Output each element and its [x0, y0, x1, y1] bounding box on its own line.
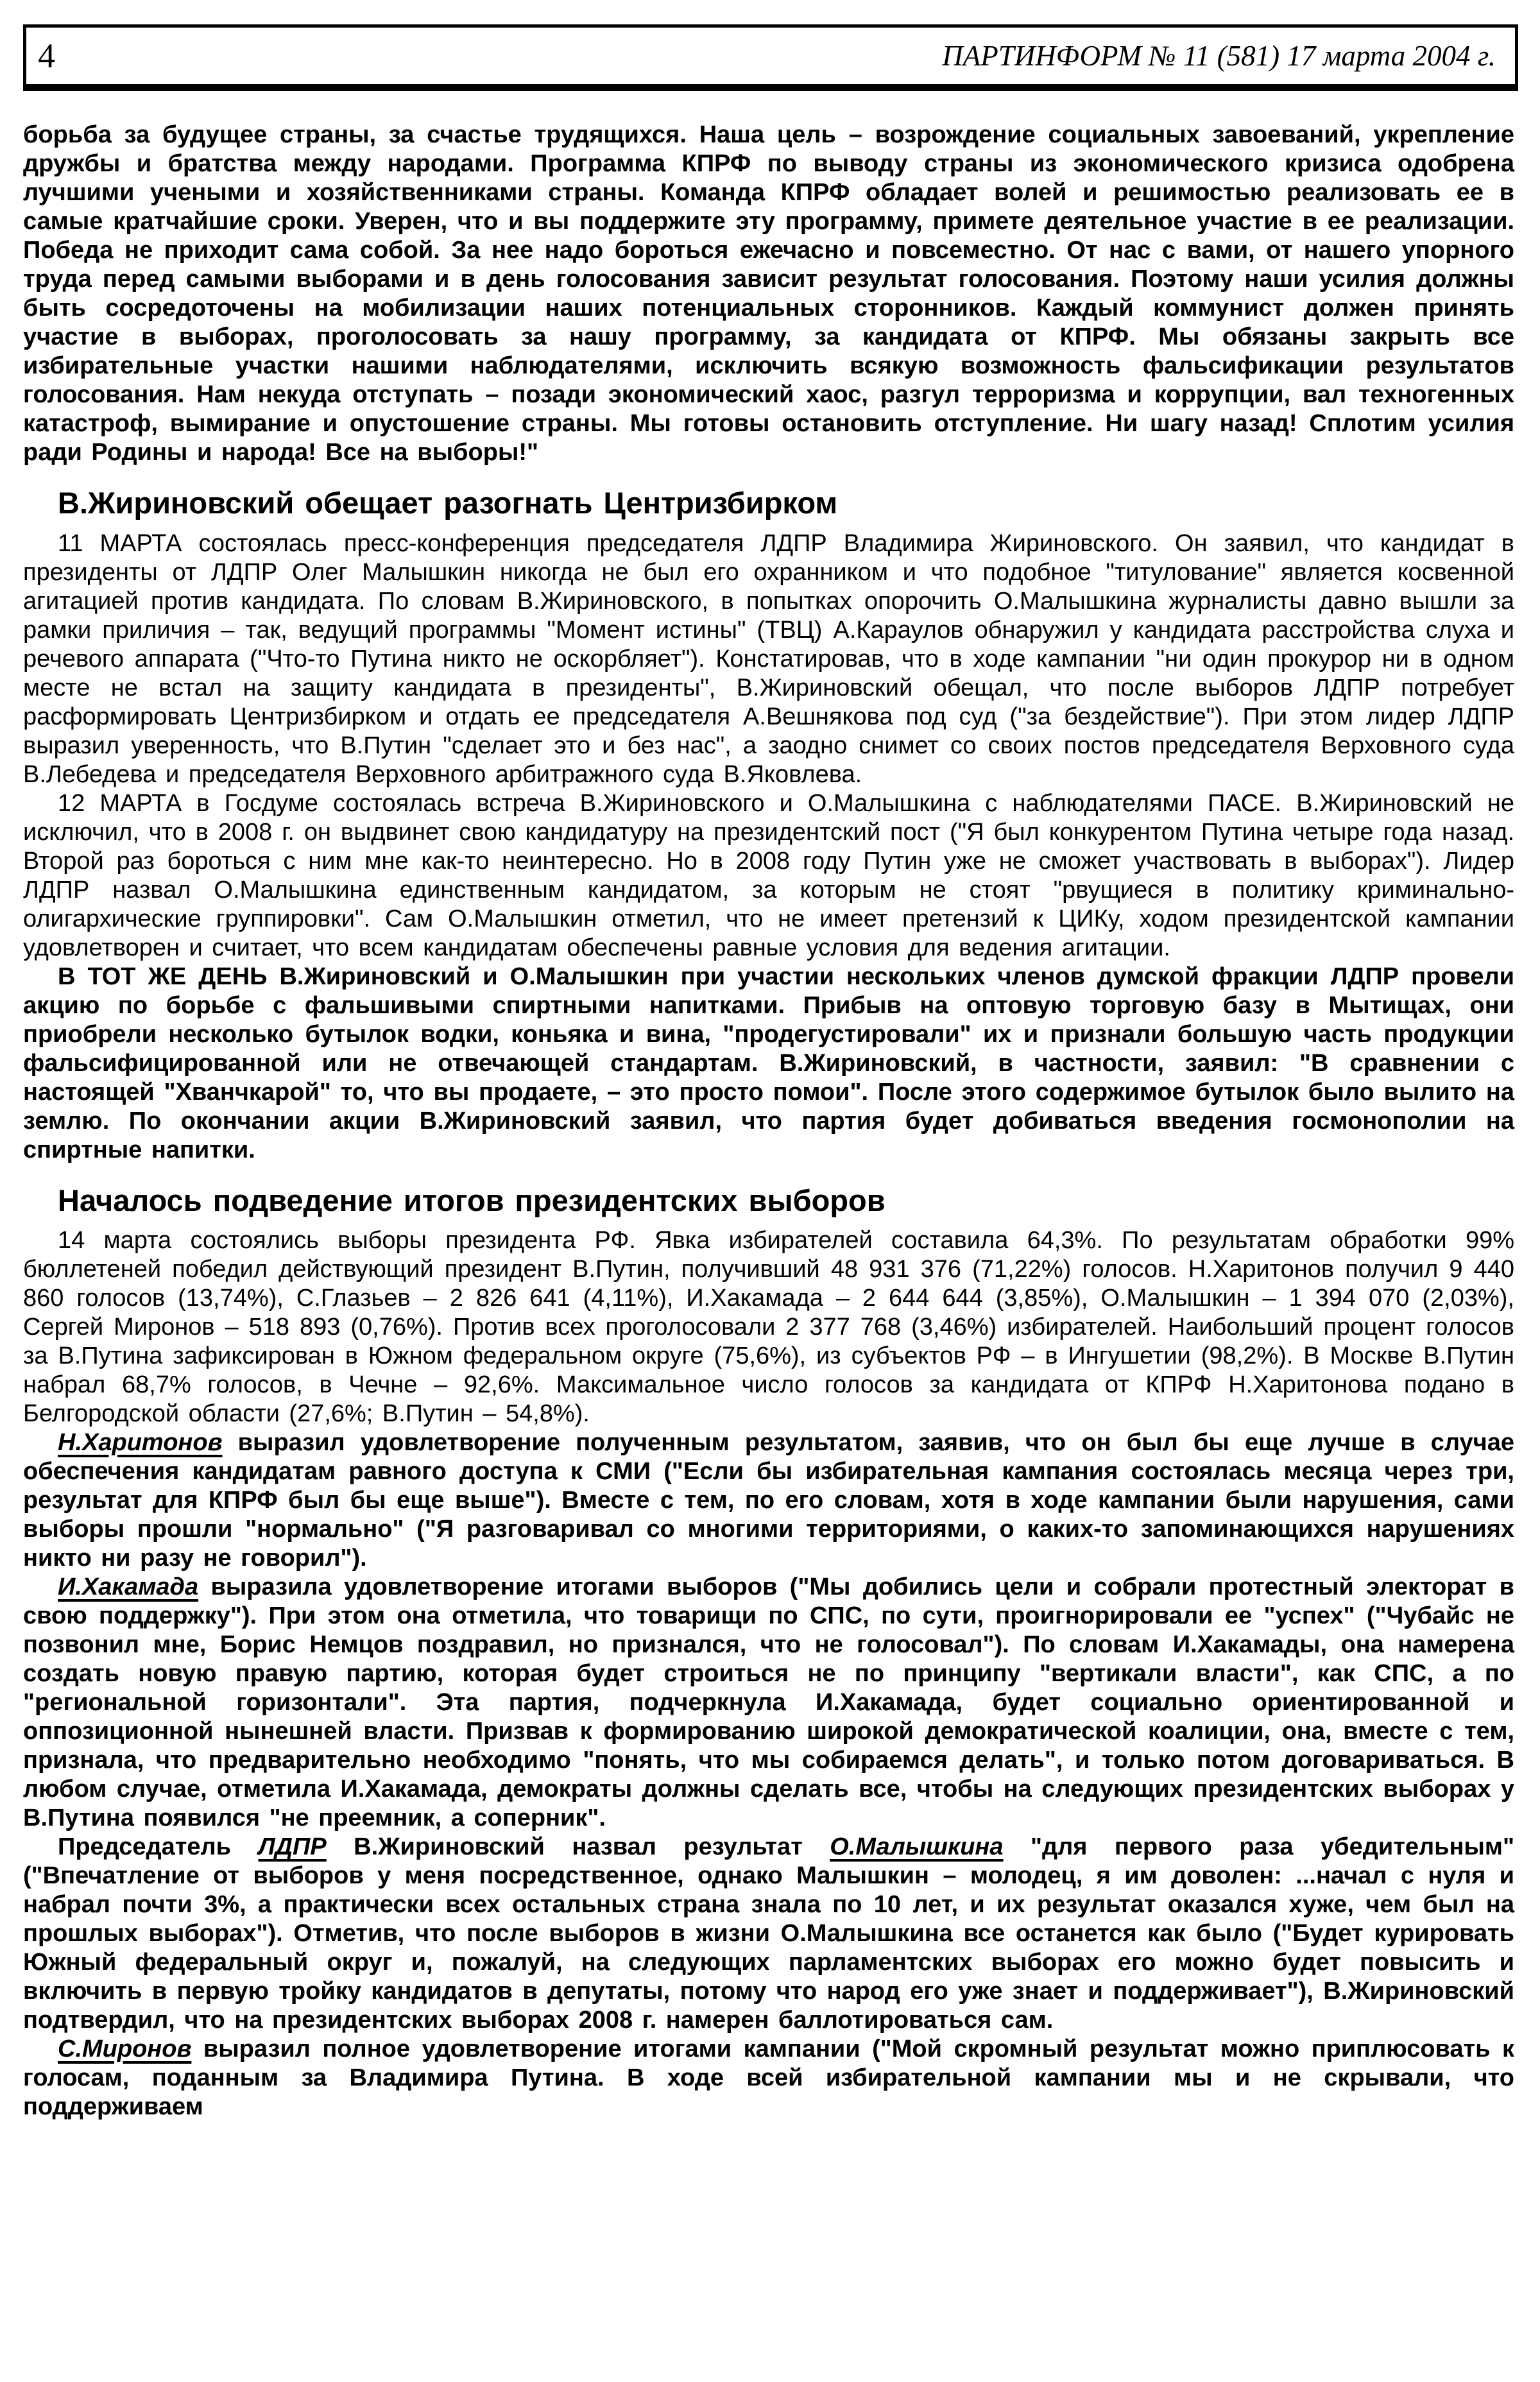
text-run: "для первого раза убедительным" ("Впечатление от выборов у меня посредственное, однако Малышкин – молодец, я им доволен: ...начал с нуля и набрал почти 3%, а практически всех остальных страна знала по 10 лет, и их результат оказался хуже, чем был на прошлых выборах"). Отметив, что после выборов в жизни О.Малышкина все останется как было ("Будет курировать Южный федеральный округ и, пожалуй, на следующих парламентских выборах его можно будет повысить и включить в первую тройку кандидатов в депутаты, потому что народ его уже знает и поддерживает"), В.Жириновский подтвердил, что на президентских выборах 2008 г. намерен баллотироваться сам.: [23, 1833, 1514, 2034]
issue-title: ПАРТИНФОРМ № 11 (581) 17 марта 2004 г.: [942, 39, 1496, 72]
paragraph: [23, 1573, 1514, 1833]
paragraph: [23, 1226, 1514, 1428]
article-heading: В.Жириновский обещает разогнать Центризбирком: [58, 486, 838, 520]
lead-name: Н.Харитонов: [58, 1429, 223, 1457]
text-run: 12 МАРТА в Госдуме состоялась встреча В.Жириновского и О.Малышкина с наблюдателями ПАСЕ. В.Жириновский не исключил, что в 2008 г. он выдвинет свою кандидатуру на президентский пост ("Я был конкурентом Путина четыре года назад. Второй раз бороться с ним мне как-то неинтересно. Но в 2008 году Путин уже не сможет участвовать в выборах"). Лидер ЛДПР назвал О.Малышкина единственным кандидатом, за которым не стоят "рвущиеся в политику криминально-олигархические группировки". Сам О.Малышкин отметил, что не имеет претензий к ЦИКу, ходом президентской кампании удовлетворен и считает, что всем кандидатам обеспечены равные условия для ведения агитации.: [23, 789, 1514, 961]
text-run: 11 МАРТА состоялась пресс-конференция председателя ЛДПР Владимира Жириновского. Он заявил, что кандидат в президенты от ЛДПР Олег Малышкин никогда не был его охранником и что подобное "титулование" является косвенной агитацией против кандидата. По словам В.Жириновского, в попытках опорочить О.Малышкина журналисты давно вышли за рамки приличия – так, ведущий программы "Момент истины" (ТВЦ) А.Караулов обнаружил у кандидата расстройства слуха и речевого аппарата ("Что-то Путина никто не оскорбляет"). Констатировав, что в ходе кампании "ни один прокурор ни в одном месте не встал на защиту кандидата в президенты", В.Жириновский обещал, что после выборов ЛДПР потребует расформировать Центризбирком и отдать ее председателя А.Вешнякова под суд ("за бездействие"). При этом лидер ЛДПР выразил уверенность, что В.Путин "сделает это и без нас", а заодно снимет со своих постов председателя Верховного суда В.Лебедева и председателя Верховного арбитражного суда В.Яковлева.: [23, 529, 1514, 788]
paragraph: [23, 789, 1514, 963]
text-run: 14 марта состоялись выборы президента РФ. Явка избирателей составила 64,3%. По результатам обработки 99% бюллетеней победил действующий президент В.Путин, получивший 48 931 376 (71,22%) голосов. Н.Харитонов получил 9 440 860 голосов (13,74%), С.Глазьев – 2 826 641 (4,11%), И.Хакамада – 2 644 644 (3,85%), О.Малышкин – 1 394 070 (2,03%), Сергей Миронов – 518 893 (0,76%). Против всех проголосовали 2 377 768 (3,46%) избирателей. Наибольший процент голосов за В.Путина зафиксирован в Южном федеральном округе (75,6%), из субъектов РФ – в Ингушетии (98,2%). В Москве В.Путин набрал 68,7% голосов, в Чечне – 92,6%. Максимальное число голосов за кандидата от КПРФ Н.Харитонова подано в Белгородской области (27,6%; В.Путин – 54,8%).: [23, 1227, 1514, 1428]
text-run: борьба за будущее страны, за счастье трудящихся. Наша цель – возрождение социальных завоеваний, укрепление дружбы и братства между народами. Программа КПРФ по выводу страны из экономического кризиса одобрена лучшими учеными и хозяйственниками страны. Команда КПРФ обладает волей и решимостью реализовать ее в самые кратчайшие сроки. Уверен, что и вы поддержите эту программу, примете деятельное участие в ее реализации. Победа не приходит сама собой. За нее надо бороться ежечасно и повсеместно. От нас с вами, от нашего упорного труда перед самыми выборами и в день голосования зависит результат голосования. Поэтому наши усилия должны быть сосредоточены на мобилизации наших потенциальных сторонников. Каждый коммунист должен принять участие в выборах, проголосовать за нашу программу, за кандидата от КПРФ. Мы обязаны закрыть все избирательные участки нашими наблюдателями, исключить всякую возможность фальсификации результатов голосования. Нам некуда отступать – позади экономический хаос, разгул терроризма и коррупции, вал техногенных катастроф, вымирание и опустошение страны. Мы готовы остановить отступление. Ни шагу назад! Сплотим усилия ради Родины и народа! Все на выборы!": [23, 121, 1514, 466]
text-run: выразил удовлетворение полученным результатом, заявив, что он был бы еще лучше в случае обеспечения кандидатам равного доступа к СМИ ("Если бы избирательная кампания состоялась месяца через три, результат для КПРФ был бы еще выше"). Вместе с тем, по его словам, хотя в ходе кампании были нарушения, сами выборы прошли "нормально" ("Я разговаривал со многими территориями, о каких-то запоминающихся нарушениях никто ни разу не говорил").: [23, 1429, 1514, 1572]
text-run: выразил полное удовлетворение итогами кампании ("Мой скромный результат можно приплюсовать к голосам, поданным за Владимира Путина. В ходе всей избирательной кампании мы и не скрывали, что поддерживаем: [23, 2035, 1514, 2121]
article-heading: Началось подведение итогов президентских выборов: [58, 1183, 886, 1217]
text-run: В ТОТ ЖЕ ДЕНЬ В.Жириновский и О.Малышкин при участии нескольких членов думской фракции ЛДПР провели акцию по борьбе с фальшивыми спиртными напитками. Прибыв на оптовую торговую базу в Мытищах, они приобрели несколько бутылок водки, коньяка и вина, "продегустировали" их и признали большую часть продукции фальсифицированной или не отвечающей стандартам. В.Жириновский, в частности, заявил: "В сравнении с настоящей "Хванчкарой" то, что вы продаете, – это просто помои". После этого содержимое бутылок было вылито на землю. По окончании акции В.Жириновский заявил, что партия будет добиваться введения госмонополии на спиртные напитки.: [23, 963, 1514, 1163]
lead-name: С.Миронов: [58, 2035, 192, 2063]
paragraph: [23, 2035, 1514, 2121]
lead-name: И.Хакамада: [58, 1573, 199, 1601]
lead-name: ЛДПР: [258, 1833, 327, 1861]
articles-body: [23, 121, 1514, 2121]
lead-name: О.Малышкина: [830, 1833, 1004, 1861]
page-number: 4: [38, 37, 55, 75]
text-run: Председатель: [58, 1833, 259, 1861]
paragraph: [23, 529, 1514, 789]
paragraph: [23, 1428, 1514, 1573]
paragraph: [23, 121, 1514, 467]
text-run: выразила удовлетворение итогами выборов ("Мы добились цели и собрали протестный электорат в свою поддержку"). При этом она отметила, что товарищи по СПС, по сути, проигнорировали ее "успех" ("Чубайс не позвонил мне, Борис Немцов поздравил, но признался, что не голосовал"). По словам И.Хакамады, она намерена создать новую правую партию, которая будет строиться не по принципу "вертикали власти", как СПС, а по "региональной горизонтали". Эта партия, подчеркнула И.Хакамада, будет социально ориентированной и оппозиционной нынешней власти. Призвав к формированию широкой демократической коалиции, она, вместе с тем, признала, что предварительно необходимо "понять, что мы собираемся делать", и только потом договариваться. В любом случае, отметила И.Хакамада, демократы должны сделать все, чтобы на следующих президентских выборах у В.Путина появился "не преемник, а соперник".: [23, 1573, 1514, 1832]
paragraph: [23, 1833, 1514, 2035]
text-run: В.Жириновский назвал результат: [326, 1833, 830, 1861]
page-header: [23, 24, 1518, 91]
paragraph: [23, 963, 1514, 1165]
